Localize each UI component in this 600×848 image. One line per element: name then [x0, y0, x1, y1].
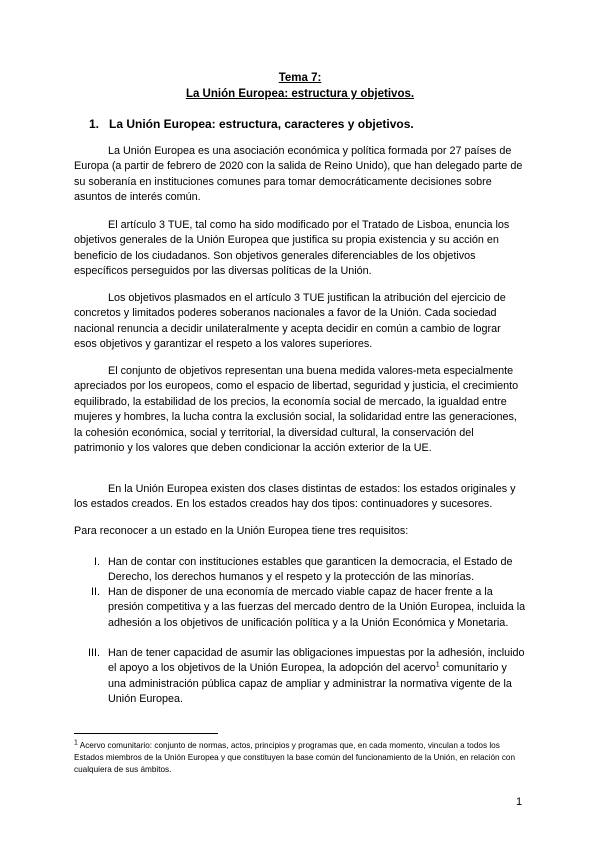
footnote-divider: [74, 733, 218, 734]
list-text-part: Han de tener capacidad de asumir las obligaciones impuestas por la adhesión, incluido el apoyo a los objetivos de la Unión Europea, la adopción del acervo: [108, 647, 525, 675]
list-text: Han de disponer de una economía de mercado viable capaz de hacer frente a la presión competitiva y a las fuerzas del mercado dentro de la Unión Europea, incluida la adhesión a los objetivos de unificación política y a la Unión Económica y Monetaria.: [108, 586, 526, 629]
page-number: 1: [516, 796, 523, 808]
footnote-reference[interactable]: 1: [435, 661, 440, 669]
list-numeral: III.: [88, 647, 100, 659]
footnote: [74, 740, 530, 775]
paragraph-4: El conjunto de objetivos representan una buena medida valores-meta especialmente apreciados por los europeos, como el espacio de libertad, seguridad y justicia, el crecimiento equilibrado, la estabilidad de los precios, la economía social de mercado, la igualdad entre mujeres y hombres, la lucha contra la exclusión social, la solidaridad entre las generaciones, la cohesión económica, social y territorial, la diversidad cultural, la conservación del patrimonio y los valores que deben condicionar la acción exterior de la UE.: [74, 365, 519, 455]
list-numeral: I.: [94, 556, 100, 568]
paragraph-1: La Unión Europea es una asociación económica y política formada por 27 países de Europa (a partir de febrero de 2020 con la salida de Reino Unido), que han delegado parte de su soberanía en instituciones comunes para tomar democráticamente decisiones sobre asuntos de interés común.: [74, 145, 523, 204]
paragraph-3: Los objetivos plasmados en el artículo 3 TUE justifican la atribución del ejercicio de concretos y limitados poderes soberanos nacionales a favor de la Unión. Cada sociedad nacional renuncia a decidir unilateralmente y acepta decidir en común a cambio de lograr esos objetivos y garantizar el respeto a los valores superiores.: [74, 292, 506, 351]
page-title: La Unión Europea: estructura y objetivos.: [185, 88, 415, 100]
footnote-mark: 1: [74, 739, 78, 747]
paragraph-5: En la Unión Europea existen dos clases distintas de estados: los estados originales y los estados creados. En los estados creados hay dos tipos: continuadores y sucesores.: [74, 483, 516, 511]
list-numeral: II.: [91, 586, 100, 598]
footnote-text: Acervo comunitario: conjunto de normas, actos, principios y programas que, en cada momento, vinculan a todos los Estados miembros de la Unión Europea y que constituyen la base común del funcionamiento de la Unión, en relación con cualquiera de sus ámbitos.: [74, 741, 516, 774]
paragraph-6: Para reconocer a un estado en la Unión Europea tiene tres requisitos:: [74, 525, 409, 537]
list-text-part: comunitario y una administración pública capaz de ampliar y administrar la normativa vigente de la Unión Europea.: [108, 662, 512, 706]
section-number: 1.: [89, 117, 100, 131]
section-heading: [89, 117, 414, 131]
section-heading-text: La Unión Europea: estructura, caracteres y objetivos.: [109, 117, 414, 131]
list-text: Han de contar con instituciones estables que garanticen la democracia, el Estado de Derecho, los derechos humanos y el respeto y la protección de las minorías.: [108, 556, 513, 584]
paragraph-2: El artículo 3 TUE, tal como ha sido modificado por el Tratado de Lisboa, enuncia los objetivos generales de la Unión Europea que justifica su propia existencia y su acción en beneficio de los ciudadanos. Son objetivos generales diferenciables de los objetivos específicos perseguidos por las diversas políticas de la Unión.: [74, 219, 510, 278]
list-text: [108, 646, 526, 708]
topic-number: Tema 7:: [278, 72, 322, 84]
